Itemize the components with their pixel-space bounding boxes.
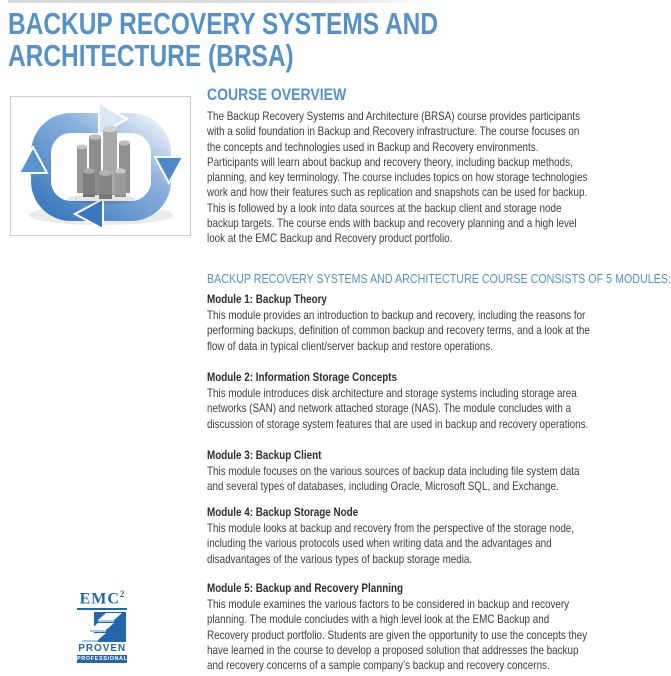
modules-section	[207, 0, 671, 676]
module-5-block	[207, 581, 591, 673]
logo-proven-text: PROVEN	[78, 642, 127, 655]
backup-cycle-image-frame	[10, 96, 191, 236]
emc-exponent: 2	[119, 589, 125, 599]
module-2-block	[207, 370, 591, 432]
module-3-block	[207, 448, 591, 495]
emc-brand-text: EMC$^2$	[77, 586, 127, 610]
course-overview-text: The Backup Recovery Systems and Architecture (BRSA) course provides participants with a solid foundation in Backup and Recovery infrastructure. The course focuses on the concepts and technologies used in Backup and Recovery environments. Participants will learn about backup and recovery theory, including backup methods, planning, and key terminology. The course includes topics on how storage technologies work and how their features such as replication and snapshots can be used for backup. This is followed by a look into data sources at the backup client and storage node backup targets. The course ends with backup and recovery planning and a high level look at the EMC Backup and Recovery product portfolio.	[207, 110, 588, 246]
module-1-block	[207, 292, 591, 354]
module-3-description: This module focuses on the various sources of backup data including file system data and several types of databases, including Oracle, Microsoft SQL, and Exchange.	[207, 465, 580, 494]
emc-stairs-icon	[78, 612, 126, 642]
module-5-title: Module 5: Backup and Recovery Planning	[207, 582, 404, 595]
module-2-title: Module 2: Information Storage Concepts	[207, 371, 397, 384]
storage-cylinders-icon	[67, 126, 135, 204]
module-5-description: This module examines the various factors to be considered in backup and recovery planning. The module concludes with a high level look at the EMC Backup and Recovery product portfolio. Students are given the opportunity to use the concepts they have learned in the course to develop a proposed solution that addresses the backup and recovery concerns of a sample company’s backup and recovery concerns.	[207, 598, 588, 673]
backup-cycle-3d-graphic-icon	[15, 99, 187, 231]
modules-section-heading: BACKUP RECOVERY SYSTEMS AND ARCHITECTURE COURSE CONSISTS OF 5 MODULES:	[207, 272, 671, 286]
page-title-line1: BACKUP RECOVERY SYSTEMS AND	[8, 6, 439, 41]
page-title-line2: ARCHITECTURE (BRSA)	[8, 38, 294, 73]
emc-proven-professional-logo	[77, 586, 127, 663]
module-1-description: This module provides an introduction to backup and recovery, including the reasons for performing backups, definition of common backup and recovery terms, and a look at the flow of data in typical client/server backup and restore operations.	[207, 309, 590, 353]
module-4-block	[207, 505, 591, 567]
module-2-description: This module introduces disk architecture and storage systems including storage area networks (SAN) and network attached storage (NAS). The module concludes with a discussion of storage system features that are used in backup and recovery operations.	[207, 387, 589, 431]
module-4-title: Module 4: Backup Storage Node	[207, 506, 359, 519]
module-3-title: Module 3: Backup Client	[207, 449, 322, 462]
logo-professional-text: PROFESSIONAL	[77, 656, 128, 663]
module-1-title: Module 1: Backup Theory	[207, 293, 327, 306]
course-overview-heading: COURSE OVERVIEW	[207, 86, 347, 104]
module-4-description: This module looks at backup and recovery from the perspective of the storage node, including the various protocols used when writing data and the advantages and disadvantages of the various types of backup storage media.	[207, 522, 575, 566]
